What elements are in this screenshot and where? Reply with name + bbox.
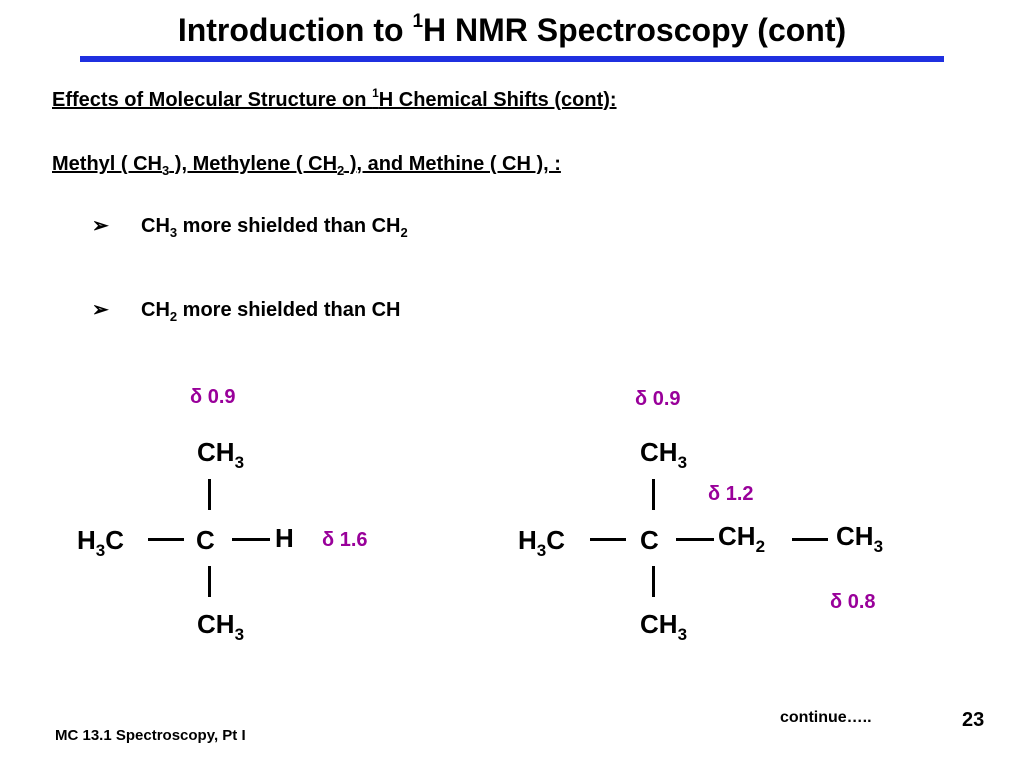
section-heading-suffix: H Chemical Shifts (cont):	[378, 89, 617, 111]
shift-value: 1.6	[339, 529, 368, 551]
bond-horizontal-left	[148, 538, 184, 541]
section-heading	[52, 86, 617, 114]
atom-main: CH	[197, 609, 235, 639]
atom-main: CH	[836, 521, 874, 551]
continue-label: continue…..	[780, 709, 872, 726]
delta-symbol: δ	[830, 591, 843, 613]
title-underline-rule	[80, 56, 944, 62]
methyl-group-top	[640, 436, 688, 472]
shift-value: 0.8	[847, 591, 876, 613]
bond-horizontal-right	[232, 538, 270, 541]
subsection-subscript-2: 2	[337, 163, 345, 178]
atom-subscript: 3	[234, 453, 245, 472]
methyl-group-left	[518, 524, 566, 560]
bullet-item	[141, 296, 401, 324]
central-carbon: C	[640, 525, 659, 555]
bond-horizontal-left	[590, 538, 626, 541]
atom-main: CH	[640, 437, 678, 467]
bullet-2-part-1: CH	[141, 299, 170, 321]
section-heading-superscript: 1	[372, 86, 379, 100]
bullet-1-part-1: CH	[141, 215, 170, 237]
delta-symbol: δ	[322, 529, 335, 551]
bullet-2-subscript-1: 2	[169, 309, 178, 324]
subsection-part-2: ), Methylene ( CH	[169, 153, 338, 175]
delta-symbol: δ	[635, 388, 648, 410]
delta-symbol: δ	[190, 386, 203, 408]
methine-hydrogen: H	[275, 523, 294, 553]
slide-title-superscript: 1	[412, 11, 424, 32]
bond-vertical-top	[208, 479, 211, 510]
subsection-part-3: ), and Methine ( CH ), :	[344, 153, 561, 175]
atom-main: CH	[197, 437, 235, 467]
atom-subscript: 3	[873, 537, 884, 556]
methyl-group-end	[836, 520, 884, 556]
page-number: 23	[962, 709, 985, 731]
atom-main: CH	[718, 521, 756, 551]
methylene-group	[718, 520, 766, 556]
course-footer: MC 13.1 Spectroscopy, Pt I	[55, 727, 246, 744]
methyl-group-bottom	[640, 608, 688, 644]
bullet-2-part-2: more shielded than CH	[177, 299, 401, 321]
atom-main: H	[518, 525, 537, 555]
chemical-shift-label	[708, 481, 754, 507]
slide-title-suffix: H NMR Spectroscopy (cont)	[423, 12, 847, 48]
subsection-heading	[52, 150, 561, 178]
atom-subscript: 2	[755, 537, 766, 556]
shift-value: 1.2	[725, 483, 754, 505]
chemical-shift-label	[635, 386, 681, 412]
bullet-1-subscript-2: 2	[400, 225, 408, 240]
slide-title-prefix: Introduction to	[177, 12, 413, 48]
bullet-1-part-2: more shielded than CH	[177, 215, 401, 237]
subsection-subscript-1: 3	[162, 163, 170, 178]
atom-rest: C	[105, 525, 125, 555]
atom-subscript: 3	[234, 625, 245, 644]
bullet-1-subscript-1: 3	[169, 225, 178, 240]
bond-vertical-bottom	[652, 566, 655, 597]
bullet-item	[141, 212, 408, 240]
slide-title	[0, 10, 1024, 50]
bond-horizontal-right	[792, 538, 828, 541]
methyl-group-top	[197, 436, 245, 472]
methyl-group-bottom	[197, 608, 245, 644]
chemical-shift-label	[830, 589, 876, 615]
subsection-part-1: Methyl ( CH	[52, 153, 162, 175]
bond-vertical-top	[652, 479, 655, 510]
atom-main: H	[77, 525, 96, 555]
bond-horizontal-middle	[676, 538, 714, 541]
bullet-arrow-icon: ➢	[92, 215, 109, 237]
central-carbon: C	[196, 525, 215, 555]
shift-value: 0.9	[652, 388, 681, 410]
atom-main: CH	[640, 609, 678, 639]
atom-subscript: 3	[95, 541, 106, 560]
delta-symbol: δ	[708, 483, 721, 505]
shift-value: 0.9	[207, 386, 236, 408]
atom-subscript: 3	[677, 453, 688, 472]
atom-subscript: 3	[677, 625, 688, 644]
bullet-arrow-icon: ➢	[92, 299, 109, 321]
atom-subscript: 3	[536, 541, 547, 560]
chemical-shift-label	[322, 527, 368, 553]
methyl-group-left	[77, 524, 125, 560]
chemical-shift-label	[190, 384, 236, 410]
bond-vertical-bottom	[208, 566, 211, 597]
atom-rest: C	[546, 525, 566, 555]
section-heading-prefix: Effects of Molecular Structure on	[52, 89, 373, 111]
